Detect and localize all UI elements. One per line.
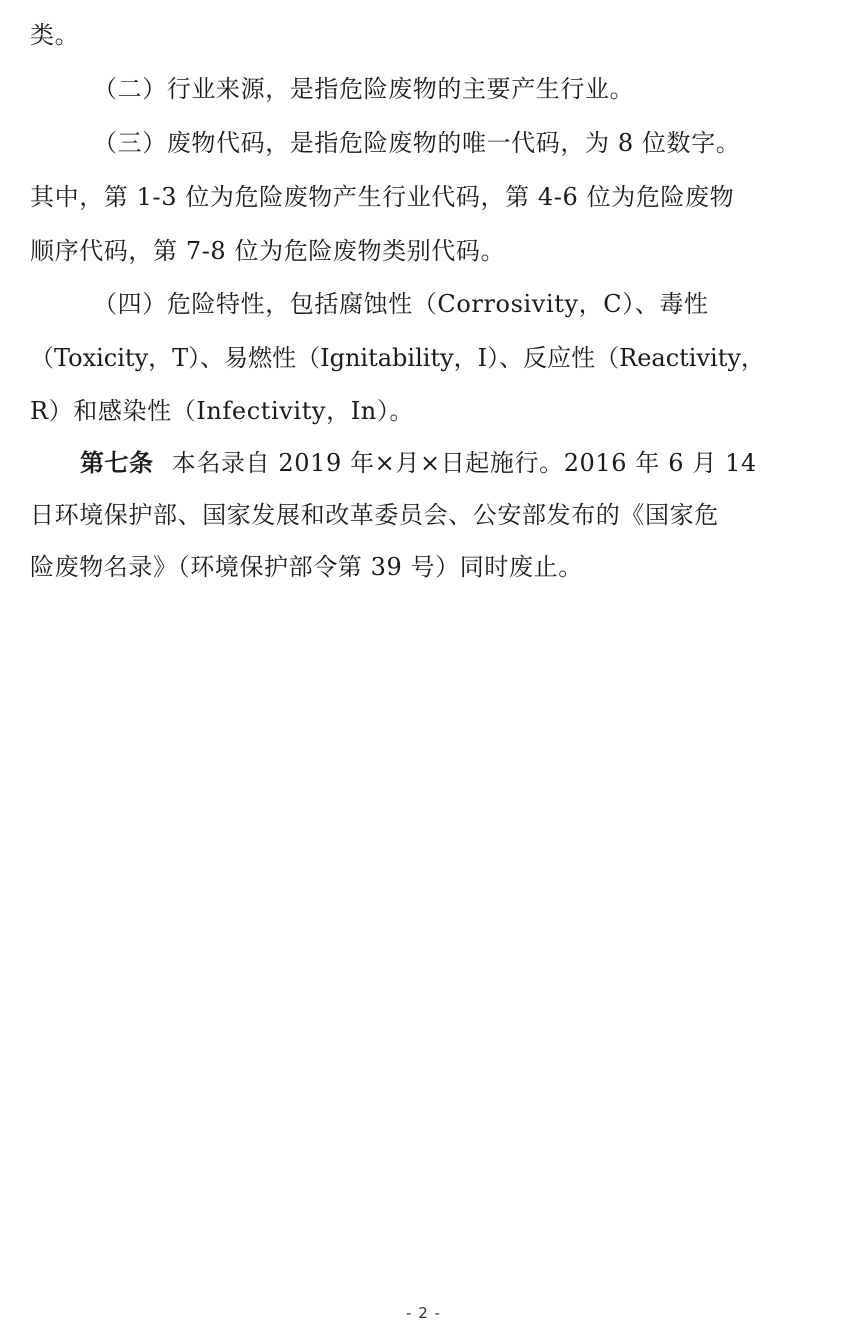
article-seven-line bbox=[80, 448, 757, 478]
paragraph-line: （四）危险特性，包括腐蚀性（Corrosivity，C）、毒性 bbox=[93, 290, 709, 318]
paragraph-line: 日环境保护部、国家发展和改革委员会、公安部发布的《国家危 bbox=[30, 501, 719, 529]
paragraph-line: 险废物名录》（环境保护部令第 39 号）同时废止。 bbox=[30, 553, 583, 581]
paragraph-line: （Toxicity，T）、易燃性（Ignitability，I）、反应性（Reactivity， bbox=[30, 344, 765, 372]
paragraph-line: R）和感染性（Infectivity，In）。 bbox=[30, 397, 415, 425]
paragraph-line: 其中，第 1-3 位为危险废物产生行业代码，第 4-6 位为危险废物 bbox=[30, 183, 735, 211]
page-number: - 2 - bbox=[406, 1304, 441, 1322]
paragraph-line: （二）行业来源，是指危险废物的主要产生行业。 bbox=[93, 75, 635, 103]
article-heading: 第七条 bbox=[80, 449, 154, 477]
article-text: 本名录自 2019 年×月×日起施行。2016 年 6 月 14 bbox=[171, 449, 757, 477]
paragraph-line: 类。 bbox=[30, 21, 80, 49]
paragraph-line: 顺序代码，第 7-8 位为危险废物类别代码。 bbox=[30, 237, 506, 265]
paragraph-line: （三）废物代码，是指危险废物的唯一代码，为 8 位数字。 bbox=[93, 129, 741, 157]
